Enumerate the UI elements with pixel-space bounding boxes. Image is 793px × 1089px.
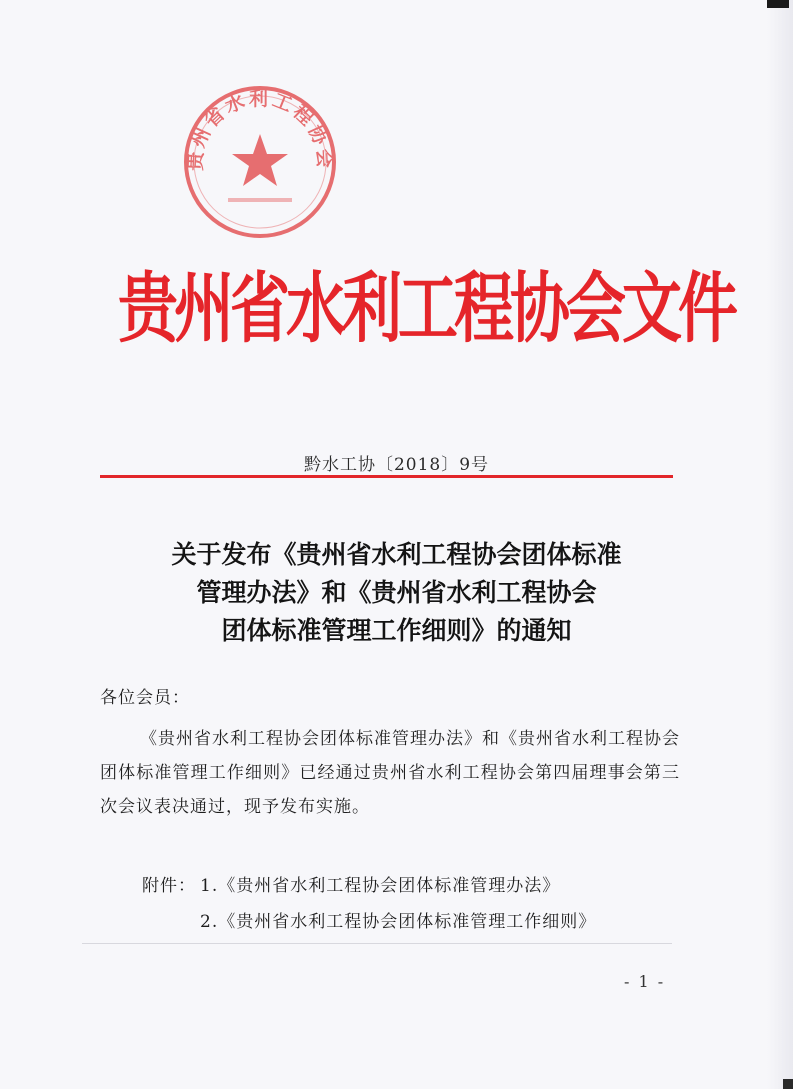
page-number: - 1 -: [624, 972, 666, 991]
attachment-item: [142, 868, 596, 904]
attachments-list: [142, 868, 596, 940]
attachment-title: 1.《贵州省水利工程协会团体标准管理办法》: [200, 876, 561, 896]
letterhead-title: 贵州省水利工程协会文件: [118, 264, 734, 355]
red-divider: [100, 475, 673, 478]
notice-title: [0, 536, 793, 650]
attachment-title: 2.《贵州省水利工程协会团体标准管理工作细则》: [200, 912, 597, 932]
title-line: 团体标准管理工作细则》的通知: [221, 616, 572, 645]
official-seal: [180, 82, 340, 242]
attachments-label: 附件：: [142, 876, 196, 896]
seal-text: 贵州省水利工程协会: [184, 87, 336, 172]
seal-star-icon: [232, 134, 288, 186]
scan-corner-mark-bottom: [783, 1079, 793, 1089]
scan-artifact-line: [82, 943, 672, 944]
body-paragraph: 《贵州省水利工程协会团体标准管理办法》和《贵州省水利工程协会团体标准管理工作细则》已经通过贵州省水利工程协会第四届理事会第三次会议表决通过，现予发布实施。: [100, 729, 680, 817]
attachment-item: [142, 904, 596, 940]
scan-corner-mark: [767, 0, 789, 8]
title-line: 关于发布《贵州省水利工程协会团体标准: [171, 540, 622, 569]
title-line: 管理办法》和《贵州省水利工程协会: [196, 578, 597, 607]
document-number: 黔水工协〔2018〕9号: [303, 455, 490, 475]
salutation: 各位会员：: [100, 688, 190, 708]
